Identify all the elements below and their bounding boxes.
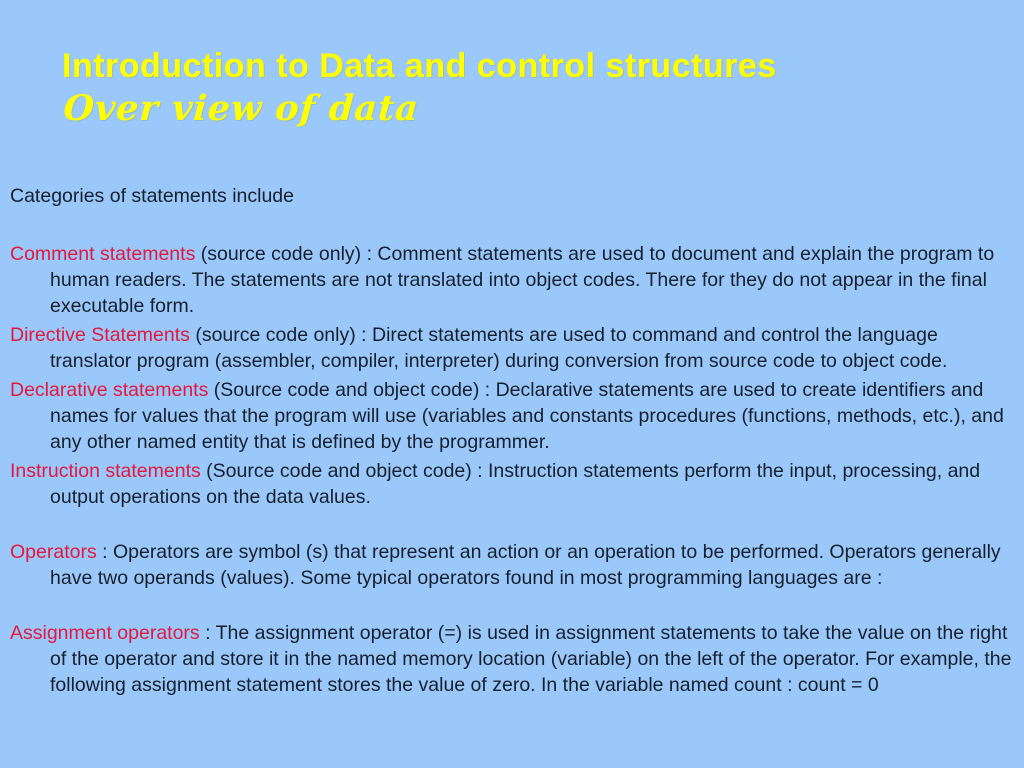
slide-subtitle: Over view of data [62,88,421,129]
statement-text: (source code only) : Direct statements are used to command and control the language translator program (assembler, compiler, interpreter) during conversion from source code to object code. [50,324,948,372]
statement-term: Directive Statements [10,324,190,346]
statement-text: : Operators are symbol (s) that represent an action or an operation to be performed. Operators generally have two operands (values). Some typical operators found in most programming languages are : [50,541,1001,589]
statement-term: Assignment operators [10,622,200,644]
statement-text: : The assignment operator (=) is used in assignment statements to take the value on the right of the operator and store it in the named memory location (variable) on the left of the operator. For example, the following assignment statement stores the value of zero. In the variable named count : count = 0 [50,622,1012,696]
statement-paragraph [10,458,1016,510]
statement-paragraph [10,322,1016,374]
slide-header [62,44,1004,130]
statement-paragraph [10,539,1016,591]
statement-paragraph [10,241,1016,319]
slide-title: Introduction to Data and control structures [62,47,777,85]
statement-text: (source code only) : Comment statements are used to document and explain the program to human readers. The statements are not translated into object codes. There for they do not appear in the final executable form. [50,243,995,317]
statement-text: (Source code and object code) : Instruction statements perform the input, processing, and output operations on the data values. [50,460,981,508]
statement-paragraph [10,377,1016,455]
statement-term: Declarative statements [10,379,209,401]
body-paragraphs [10,241,1016,698]
statement-term: Instruction statements [10,460,201,482]
statement-term: Operators [10,541,97,563]
statement-term: Comment statements [10,243,196,265]
statement-paragraph [10,620,1016,698]
lead-line: Categories of statements include [10,185,294,207]
statement-text: (Source code and object code) : Declarative statements are used to create identifiers and names for values that the program will use (variables and constants procedures (functions, methods, etc.), and any other named entity that is defined by the programmer. [50,379,1004,453]
slide-body [10,183,1016,701]
